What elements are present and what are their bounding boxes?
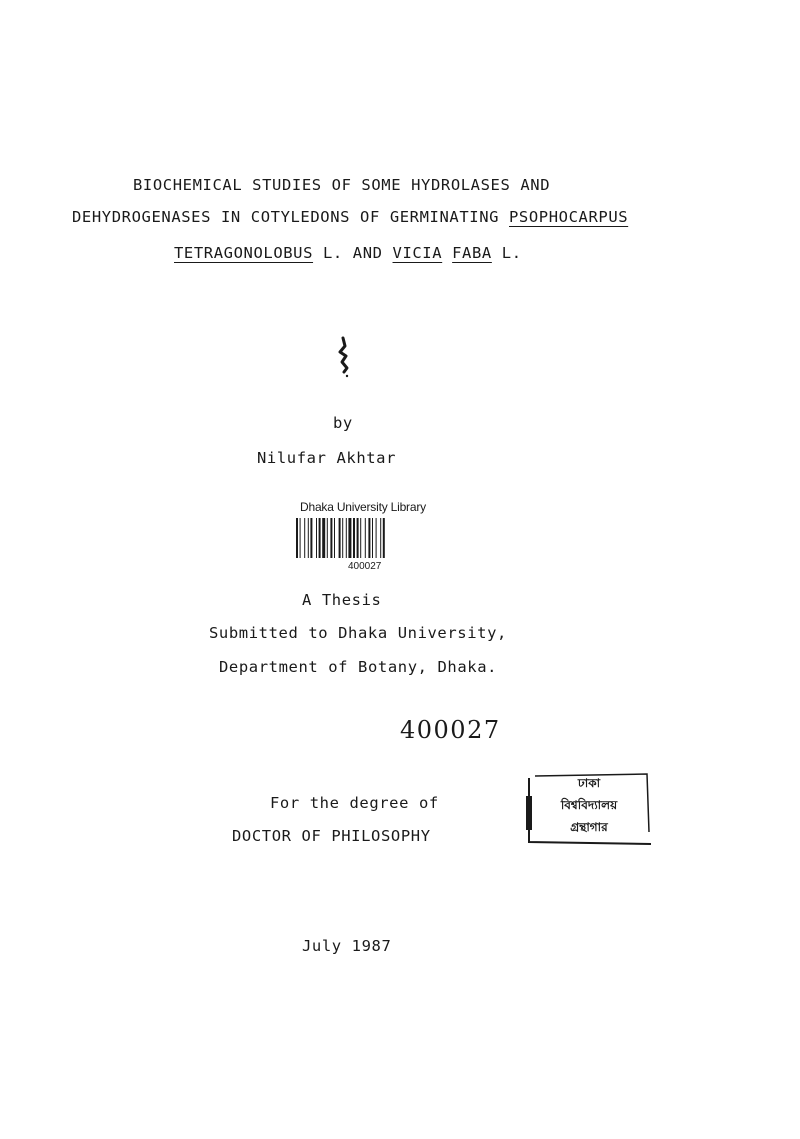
title-line-2-text: DEHYDROGENASES IN COTYLEDONS OF GERMINATING [72,208,509,226]
stamp-line-2: বিশ্ববিদ্যালয় [560,798,618,812]
library-barcode-label [292,500,452,572]
species-tetragonolobus: TETRAGONOLOBUS [174,244,314,262]
barcode-icon [292,516,442,562]
library-stamp [525,772,653,846]
degree-line-1: For the degree of [270,794,439,812]
by-label: by [333,414,353,432]
stamp-line-1: ঢাকা [577,776,601,790]
submitted-line: Submitted to Dhaka University, [209,624,507,642]
title-line-3-mid: L. AND [313,244,393,262]
space [442,244,452,262]
title-line-1: BIOCHEMICAL STUDIES OF SOME HYDROLASES AND [133,176,551,194]
title-line-3-end: L. [491,244,522,262]
submission-date: July 1987 [302,937,392,955]
genus-vicia: VICIA [392,244,443,262]
title-line-3 [174,244,522,262]
title-line-2 [72,208,628,226]
handwritten-mark-icon [334,336,354,380]
degree-line-2: DOCTOR OF PHILOSOPHY [232,827,431,845]
library-code: 400027 [348,561,382,572]
author-name: Nilufar Akhtar [257,449,397,467]
accession-number: 400027 [400,716,501,744]
department-line: Department of Botany, Dhaka. [219,658,498,676]
library-name: Dhaka University Library [300,500,426,514]
stamp-line-3: গ্রন্থাগার [570,820,608,834]
genus-psophocarpus: PSOPHOCARPUS [509,208,629,226]
thesis-label: A Thesis [302,591,382,609]
stamp-text [525,772,653,846]
species-faba: FABA [452,244,492,262]
